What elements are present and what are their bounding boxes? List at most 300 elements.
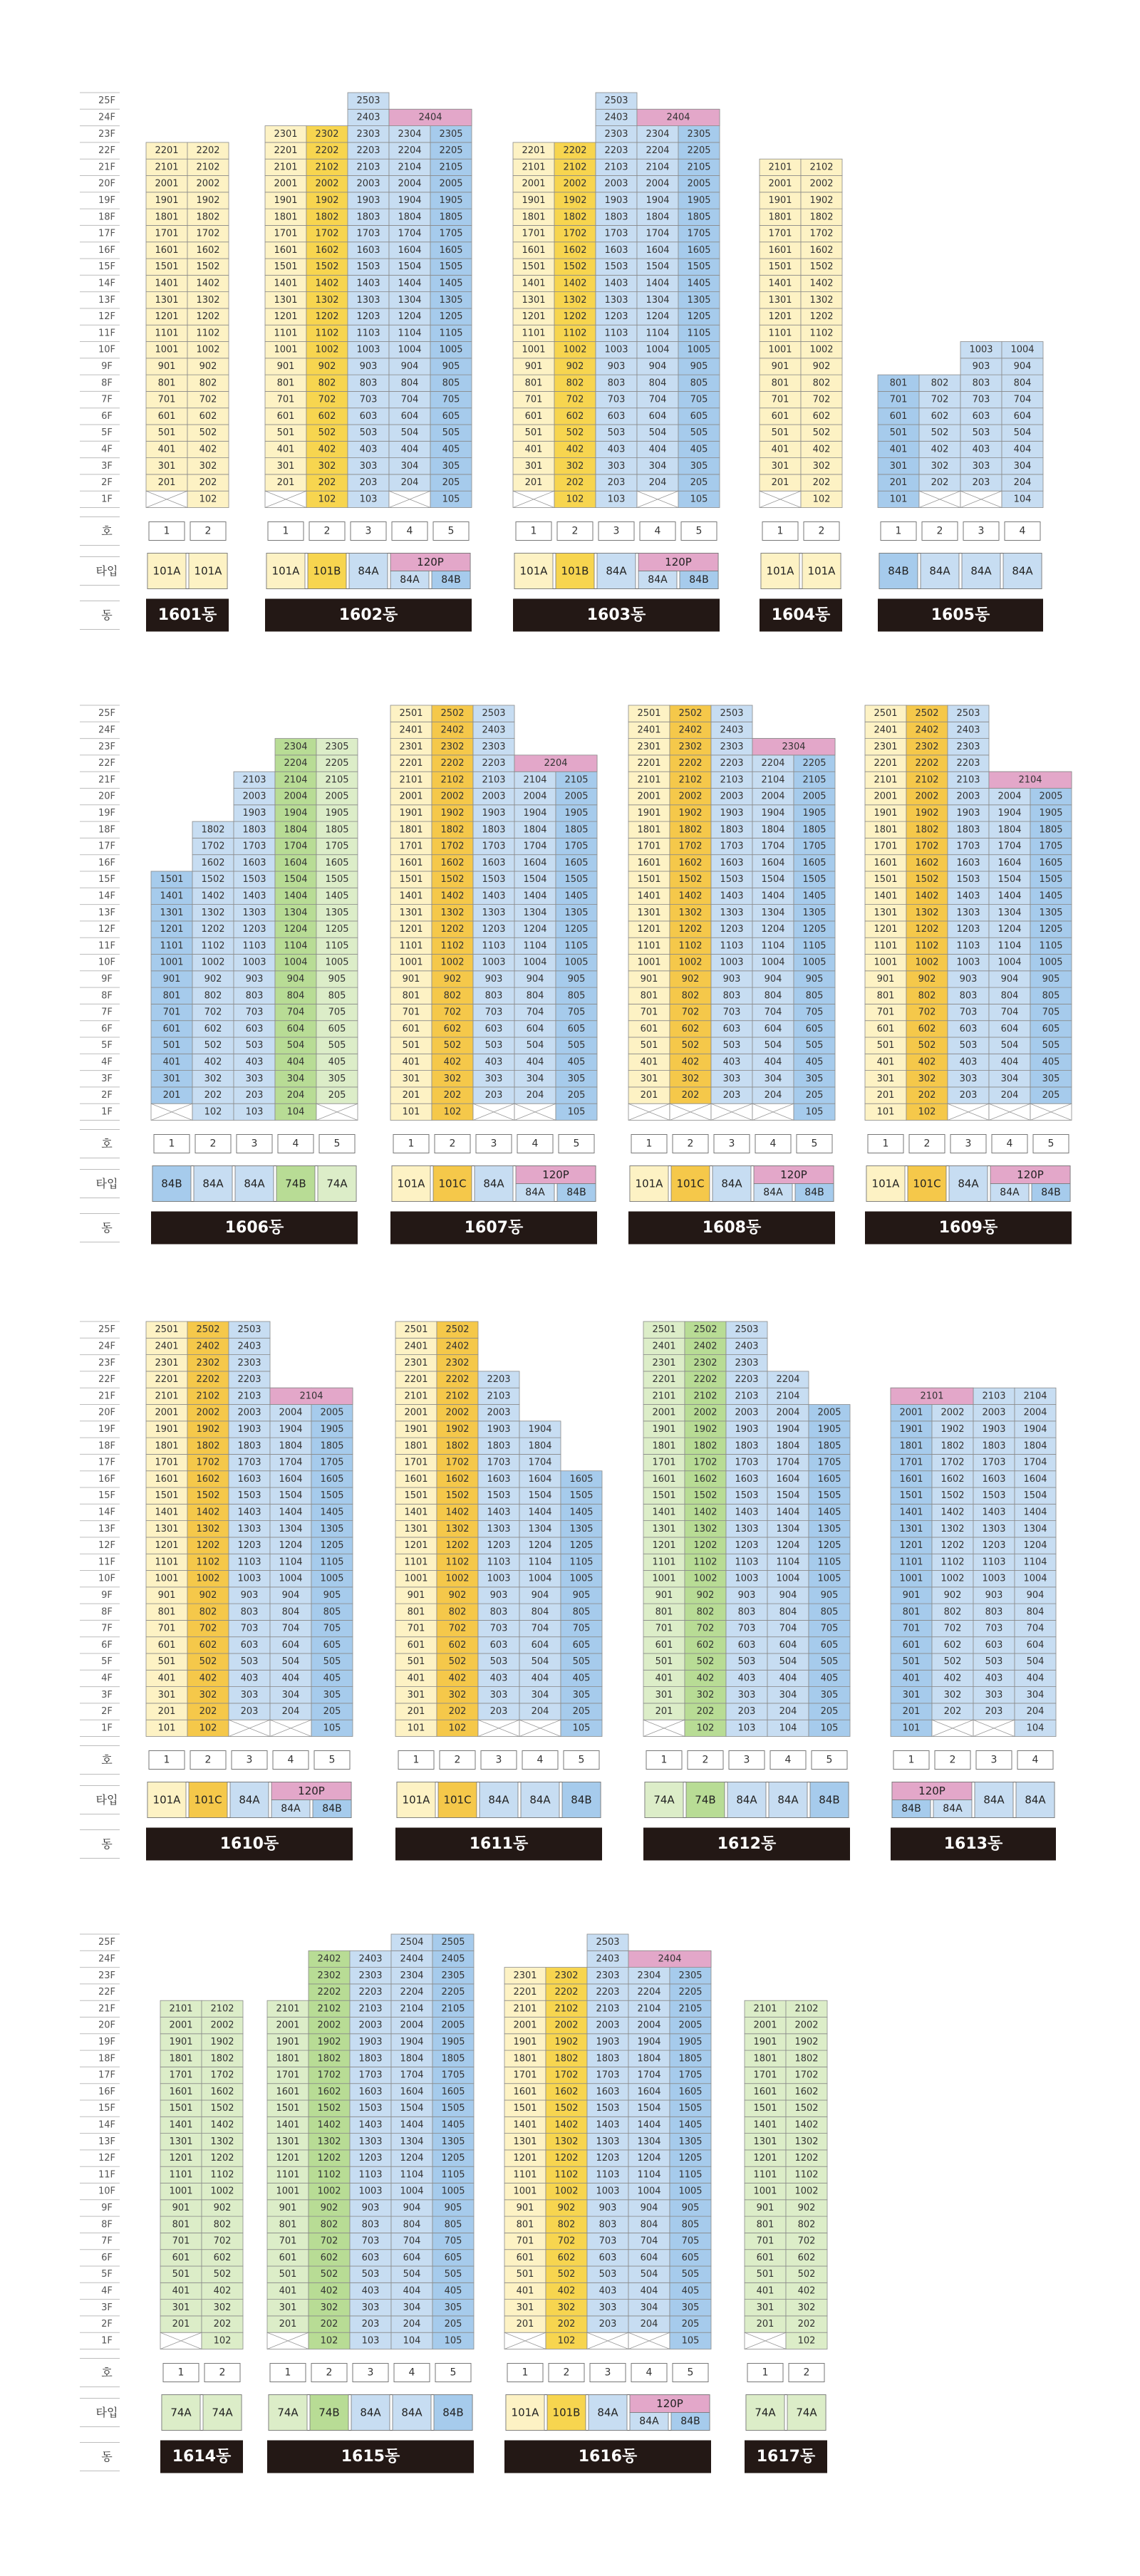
unit-number: 804 [640, 2219, 658, 2230]
unit-number: 1203 [956, 924, 980, 935]
unit-number: 401 [640, 1056, 658, 1068]
unit-number: 2202 [563, 145, 587, 157]
floor-label: 11F [98, 2169, 116, 2181]
floor-label: 17F [98, 2069, 116, 2081]
unit-number: 401 [524, 444, 543, 455]
floor-label: 22F [98, 1987, 116, 1998]
unit-number: 1602 [315, 244, 339, 256]
unit-number: 403 [607, 444, 626, 455]
ho-number: 2 [449, 1138, 456, 1150]
unit-number: 1902 [196, 1423, 220, 1435]
unit-number: 503 [361, 2269, 380, 2280]
unit-number: 1703 [604, 228, 628, 239]
unit-number: 2303 [482, 741, 506, 752]
unit-number: 1505 [802, 874, 826, 886]
unit-number: 702 [797, 2235, 816, 2247]
unit-number: 903 [489, 1589, 508, 1601]
unit-number: 404 [1026, 1673, 1045, 1684]
unit-number: 1002 [678, 957, 703, 968]
unit-number: 304 [400, 460, 419, 472]
unit-number: 1604 [637, 2086, 661, 2097]
unit-number: 2305 [441, 1970, 465, 1981]
unit-number: 1004 [528, 1573, 552, 1584]
unit-number: 1604 [284, 857, 308, 868]
unit-number: 1004 [284, 957, 308, 968]
unit-number: 1801 [399, 824, 423, 836]
unit-number: 1804 [776, 1440, 800, 1452]
unit-number: 1202 [445, 1540, 470, 1552]
floor-label: 21F [98, 2003, 116, 2015]
unit-number: 504 [640, 2269, 658, 2280]
unit-number: 1102 [554, 2169, 579, 2181]
unit-number: 602 [199, 1639, 217, 1651]
unit-number: 102 [213, 2335, 232, 2347]
unit-number: 601 [157, 410, 176, 422]
unit-number: 1401 [155, 1507, 179, 1518]
ho-number: 4 [292, 1138, 299, 1150]
unit-number: 1704 [528, 1457, 552, 1468]
unit-number: 1403 [604, 278, 628, 289]
unit-number: 1405 [678, 2119, 703, 2131]
unit-number: 601 [655, 1639, 673, 1651]
unit-number: 1102 [809, 328, 834, 339]
unit-number: 1704 [998, 841, 1022, 852]
unit-number: 102 [812, 494, 831, 505]
unit-number: 102 [797, 2335, 816, 2347]
unit-number: 1201 [768, 311, 792, 323]
unit-number: 1101 [637, 940, 661, 952]
unit-number: 801 [279, 2219, 297, 2230]
unit-number: 805 [681, 2219, 700, 2230]
ho-number: 4 [532, 1138, 539, 1150]
unit-number: 2201 [404, 1374, 428, 1386]
unit-number: 1101 [155, 328, 179, 339]
unit-number: 1101 [874, 940, 898, 952]
type-label-text: 84A [488, 1793, 509, 1807]
unit-number: 1501 [155, 261, 179, 273]
unit-number: 805 [572, 1606, 591, 1618]
unit-number: 302 [943, 1689, 962, 1700]
unit-number: 2004 [637, 2020, 661, 2031]
unit-number: 1802 [940, 1440, 965, 1452]
ho-number: 5 [687, 2367, 694, 2379]
unit-number: 501 [889, 427, 908, 439]
unit-number: 1801 [404, 1440, 428, 1452]
type-label-text: 74A [212, 2406, 233, 2419]
unit-number: 1301 [155, 1523, 179, 1534]
unit-number: 1305 [678, 2136, 703, 2147]
unit-number: 802 [443, 990, 462, 1002]
unit-number: 401 [771, 444, 789, 455]
unit-number: 2001 [652, 1407, 676, 1418]
unit-number: 1702 [693, 1457, 717, 1468]
unit-number: 1802 [196, 1440, 220, 1452]
unit-number: 205 [805, 1090, 824, 1101]
unit-number: 2002 [315, 178, 339, 189]
unit-number: 901 [876, 973, 895, 985]
floor-label: 1F [101, 2335, 113, 2347]
unit-number: 202 [812, 477, 831, 489]
unit-number: 603 [484, 1023, 503, 1034]
unit-number: 1903 [482, 807, 506, 819]
unit-number: 1104 [637, 2169, 661, 2181]
unit-number: 502 [931, 427, 949, 439]
unit-number: 405 [442, 444, 460, 455]
unit-number: 801 [516, 2219, 534, 2230]
unit-number: 2102 [445, 1391, 470, 1402]
unit-number: 802 [797, 2219, 816, 2230]
type-label-text: 84A [970, 564, 992, 578]
unit-number: 1103 [956, 940, 980, 952]
unit-number: 904 [640, 2202, 658, 2213]
floor-label: 14F [98, 278, 116, 289]
unit-number: 1003 [237, 1573, 261, 1584]
unit-number: 704 [526, 1007, 544, 1018]
unit-number: 103 [607, 494, 626, 505]
floor-label: 10F [98, 957, 116, 968]
unit-number: 2102 [563, 162, 587, 173]
unit-number: 1501 [637, 874, 661, 886]
type-label-text: 74B [695, 1793, 716, 1807]
unit-number: 2504 [400, 1937, 424, 1948]
unit-number: 1103 [487, 1557, 511, 1568]
floor-label: 19F [98, 2036, 116, 2047]
unit-number: 605 [820, 1639, 839, 1651]
unit-number: 503 [359, 427, 378, 439]
unit-number: 302 [931, 460, 949, 472]
unit-number: 2004 [1023, 1407, 1047, 1418]
unit-number: 1605 [320, 1473, 344, 1485]
unit-number: 801 [876, 990, 895, 1002]
unit-number: 2101 [768, 162, 792, 173]
unit-number: 303 [959, 1073, 978, 1084]
unit-number: 1301 [768, 294, 792, 306]
unit-number: 802 [931, 378, 949, 389]
unit-number: 2004 [761, 791, 785, 802]
type-merged-label: 120P [780, 1168, 807, 1181]
unit-number: 1703 [720, 841, 744, 852]
unit-number: 205 [1042, 1090, 1060, 1101]
type-label-text: 101A [511, 2406, 539, 2419]
unit-number: 2001 [768, 178, 792, 189]
ho-number: 3 [728, 1138, 735, 1150]
unit-number: 1402 [940, 1507, 965, 1518]
unit-number: 1204 [528, 1540, 552, 1552]
unit-number: 502 [320, 2269, 338, 2280]
unit-number: 1502 [210, 2103, 234, 2114]
unit-number: 504 [1013, 427, 1032, 439]
unit-number: 2003 [982, 1407, 1006, 1418]
unit-number: 1301 [160, 907, 184, 918]
unit-number: 2101 [637, 774, 661, 786]
unit-number: 1505 [1039, 874, 1063, 886]
unit-number: 303 [737, 1689, 756, 1700]
ho-label: 호 [101, 1753, 113, 1767]
unit-number: 1802 [794, 2053, 819, 2065]
unit-number: 803 [972, 378, 990, 389]
unit-number: 1203 [487, 1540, 511, 1552]
unit-number: 1402 [196, 1507, 220, 1518]
unit-number: 301 [524, 460, 543, 472]
unit-number: 402 [812, 444, 831, 455]
unit-number: 2502 [440, 708, 465, 720]
floor-label: 12F [98, 311, 116, 323]
unit-number: 302 [681, 1073, 700, 1084]
type-label-text: 84A [1025, 1793, 1046, 1807]
unit-number: 2502 [678, 708, 703, 720]
unit-number: 1901 [874, 807, 898, 819]
unit-number: 2104 [398, 162, 422, 173]
unit-number: 1704 [637, 2069, 661, 2081]
unit-number: 2201 [513, 1987, 537, 1998]
unit-number: 803 [607, 378, 626, 389]
unit-number: 601 [276, 410, 295, 422]
unit-number: 704 [1026, 1623, 1045, 1634]
unit-number: 1401 [274, 278, 298, 289]
unit-number: 1101 [652, 1557, 676, 1568]
unit-number: 2102 [693, 1391, 717, 1402]
unit-number: 1203 [735, 1540, 759, 1552]
unit-number: 604 [1013, 410, 1032, 422]
floor-label: 18F [98, 1440, 116, 1452]
unit-number: 2502 [445, 1324, 470, 1336]
unit-number: 804 [1026, 1606, 1045, 1618]
unit-number: 1104 [646, 328, 670, 339]
unit-number: 1005 [320, 1573, 344, 1584]
unit-number: 1202 [554, 2153, 579, 2164]
unit-number: 104 [779, 1723, 797, 1734]
unit-number: 1903 [982, 1423, 1006, 1435]
unit-number: 802 [943, 1606, 962, 1618]
unit-number: 1101 [169, 2169, 193, 2181]
unit-number: 2005 [325, 791, 349, 802]
unit-number: 502 [213, 2269, 232, 2280]
unit-number: 1905 [439, 194, 463, 206]
unit-number: 701 [655, 1623, 673, 1634]
unit-number: 1102 [440, 940, 465, 952]
unit-number: 1704 [646, 228, 670, 239]
unit-number: 1404 [637, 2119, 661, 2131]
type-merged-label: 120P [918, 1785, 945, 1797]
unit-number: 301 [756, 2302, 774, 2313]
unit-number: 2004 [998, 791, 1022, 802]
penthouse-unit-number: 2204 [544, 758, 568, 769]
type-label-text: 101A [766, 564, 794, 578]
unit-number: 1102 [201, 940, 225, 952]
unit-number: 1904 [523, 807, 547, 819]
floor-label: 4F [101, 1673, 113, 1684]
unit-number: 1801 [169, 2053, 193, 2065]
unit-number: 703 [722, 1007, 741, 1018]
unit-number: 101 [902, 1723, 921, 1734]
type-label: 타입 [95, 1793, 118, 1807]
unit-number: 803 [359, 378, 378, 389]
unit-number: 802 [318, 378, 336, 389]
unit-number: 1002 [315, 344, 339, 355]
building-1616동 [504, 1934, 711, 2473]
floor-label: 18F [98, 824, 116, 836]
unit-number: 2102 [915, 774, 939, 786]
unit-number: 704 [1013, 394, 1032, 405]
unit-number: 905 [820, 1589, 839, 1601]
unit-number: 705 [328, 1007, 346, 1018]
unit-number: 804 [648, 378, 667, 389]
unit-number: 103 [245, 1106, 264, 1118]
unit-number: 1504 [523, 874, 547, 886]
floor-label: 22F [98, 145, 116, 157]
type-label-text: 84A [401, 2406, 423, 2419]
unit-number: 301 [407, 1689, 425, 1700]
building-1602동 [265, 93, 472, 632]
dong-name: 1611동 [469, 1835, 529, 1853]
unit-number: 2204 [400, 1987, 424, 1998]
unit-number: 1501 [276, 2103, 300, 2114]
unit-number: 903 [959, 973, 978, 985]
ho-number: 1 [660, 1754, 668, 1766]
unit-number: 803 [737, 1606, 756, 1618]
unit-number: 1201 [169, 2153, 193, 2164]
building-1609동 [865, 705, 1072, 1245]
unit-number: 902 [681, 973, 700, 985]
unit-number: 1304 [398, 294, 422, 306]
unit-number: 401 [279, 2285, 297, 2297]
unit-number: 1403 [237, 1507, 261, 1518]
unit-number: 205 [444, 2319, 462, 2330]
unit-number: 1701 [399, 841, 423, 852]
unit-number: 1502 [915, 874, 939, 886]
unit-number: 2102 [210, 2003, 234, 2015]
unit-number: 1902 [809, 194, 834, 206]
unit-number: 1803 [596, 2053, 620, 2065]
unit-number: 1104 [523, 940, 547, 952]
type-merged-label: 120P [542, 1168, 569, 1181]
unit-number: 903 [972, 360, 990, 372]
unit-number: 1103 [356, 328, 380, 339]
floor-label: 7F [101, 2235, 113, 2247]
unit-number: 302 [443, 1073, 462, 1084]
unit-number: 1301 [874, 907, 898, 918]
unit-number: 201 [407, 1706, 425, 1718]
unit-number: 2001 [276, 2020, 300, 2031]
unit-number: 203 [245, 1090, 264, 1101]
type-label-text: 101C [443, 1793, 472, 1807]
unit-number: 1604 [646, 244, 670, 256]
unit-number: 801 [407, 1606, 425, 1618]
unit-number: 1204 [776, 1540, 800, 1552]
unit-number: 505 [1042, 1040, 1060, 1051]
unit-number: 604 [1026, 1639, 1045, 1651]
unit-number: 1901 [404, 1423, 428, 1435]
unit-number: 2503 [482, 708, 506, 720]
unit-number: 1502 [196, 1490, 220, 1502]
unit-number: 803 [959, 990, 978, 1002]
unit-number: 1703 [482, 841, 506, 852]
unit-number: 1703 [487, 1457, 511, 1468]
unit-number: 1304 [1023, 1523, 1047, 1534]
unit-number: 2003 [237, 1407, 261, 1418]
unit-number: 304 [286, 1073, 305, 1084]
unit-number: 604 [1000, 1023, 1019, 1034]
unit-number: 1005 [817, 1573, 841, 1584]
unit-number: 802 [696, 1606, 715, 1618]
ho-number: 4 [408, 2367, 415, 2379]
type-label-text: 84A [958, 1177, 979, 1190]
unit-number: 1204 [523, 924, 547, 935]
dong-name: 1615동 [341, 2448, 400, 2466]
unit-number: 2204 [776, 1374, 800, 1386]
unit-number: 1801 [874, 824, 898, 836]
ho-number: 2 [571, 525, 579, 537]
unit-number: 2001 [404, 1407, 428, 1418]
ho-number: 5 [695, 525, 703, 537]
unit-number: 1801 [513, 2053, 537, 2065]
unit-number: 404 [286, 1056, 305, 1068]
unit-number: 1605 [439, 244, 463, 256]
unit-number: 1101 [753, 2169, 777, 2181]
unit-number: 2301 [404, 1357, 428, 1368]
unit-number: 202 [204, 1090, 222, 1101]
unit-number: 2004 [279, 1407, 303, 1418]
floor-label: 8F [101, 378, 113, 389]
unit-number: 1901 [522, 194, 546, 206]
unit-number: 1804 [279, 1440, 303, 1452]
unit-number: 1302 [693, 1523, 717, 1534]
unit-number: 1901 [276, 2036, 300, 2047]
unit-number: 1301 [399, 907, 423, 918]
unit-number: 2102 [196, 162, 220, 173]
type-sub-label: 84B [680, 2416, 700, 2427]
unit-number: 502 [918, 1040, 936, 1051]
building-1610동 [146, 1321, 353, 1861]
unit-number: 1101 [274, 328, 298, 339]
unit-number: 902 [797, 2202, 816, 2213]
unit-number: 1301 [274, 294, 298, 306]
unit-number: 1202 [693, 1540, 717, 1552]
unit-number: 601 [402, 1023, 420, 1034]
unit-number: 401 [756, 2285, 774, 2297]
unit-number: 2102 [317, 2003, 341, 2015]
ho-number: 1 [168, 1138, 175, 1150]
unit-number: 2205 [687, 145, 711, 157]
unit-number: 305 [444, 2302, 462, 2313]
unit-number: 1701 [155, 228, 179, 239]
unit-number: 102 [557, 2335, 576, 2347]
unit-number: 703 [598, 2235, 617, 2247]
unit-number: 2001 [522, 178, 546, 189]
unit-number: 1705 [564, 841, 589, 852]
ho-number: 5 [450, 2367, 457, 2379]
unit-number: 1902 [315, 194, 339, 206]
unit-number: 2005 [817, 1407, 841, 1418]
unit-number: 1105 [569, 1557, 594, 1568]
unit-number: 2203 [596, 1987, 620, 1998]
dong-label: 동 [101, 1221, 113, 1235]
unit-number: 1701 [753, 2069, 777, 2081]
unit-number: 302 [566, 460, 584, 472]
unit-number: 1204 [761, 924, 785, 935]
unit-number: 904 [286, 973, 305, 985]
unit-number: 705 [442, 394, 460, 405]
unit-number: 2102 [554, 2003, 579, 2015]
unit-number: 1304 [400, 2136, 424, 2147]
unit-number: 402 [566, 444, 584, 455]
unit-number: 1603 [735, 1473, 759, 1485]
unit-number: 2003 [242, 791, 266, 802]
ho-number: 4 [1032, 1754, 1039, 1766]
unit-number: 105 [820, 1723, 839, 1734]
unit-number: 501 [876, 1040, 895, 1051]
unit-number: 2001 [155, 1407, 179, 1418]
